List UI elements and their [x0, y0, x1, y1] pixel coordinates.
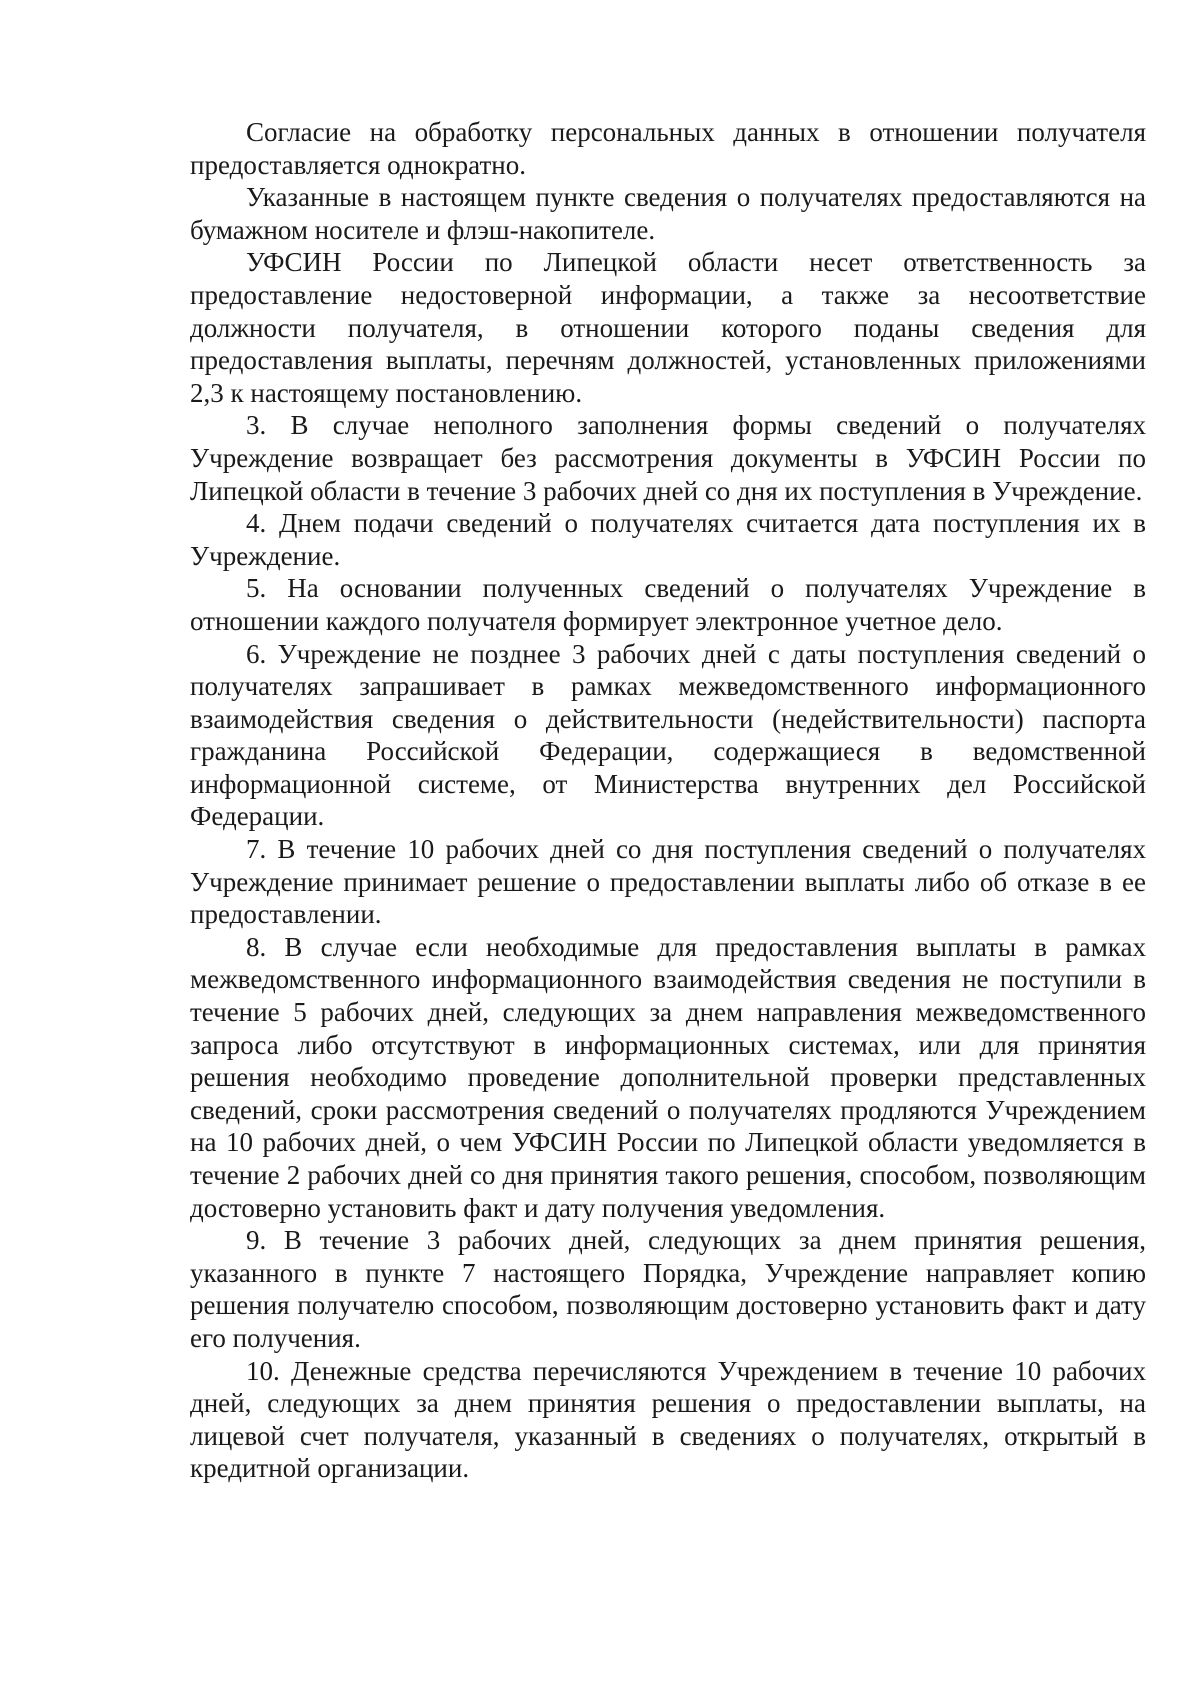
paragraph-item-7: 7. В течение 10 рабочих дней со дня поступления сведений о получателях Учреждение принимает решение о предоставлении выплаты либо об отказе в ее предоставлении.: [190, 834, 1146, 930]
paragraph-item-4: 4. Днем подачи сведений о получателях считается дата поступления их в Учреждение.: [190, 508, 1146, 571]
paragraph-media: Указанные в настоящем пункте сведения о получателях предоставляются на бумажном носителе и флэш-накопителе.: [190, 182, 1146, 245]
paragraph-responsibility: УФСИН России по Липецкой области несет ответственность за предоставление недостоверной информации, а также за несоответствие должности получателя, в отношении которого поданы сведения для предоставления выплаты, перечням должностей, установленных приложениями 2,3 к настоящему постановлению.: [190, 247, 1146, 408]
paragraph-item-5: 5. На основании полученных сведений о получателях Учреждение в отношении каждого получателя формирует электронное учетное дело.: [190, 573, 1146, 636]
paragraph-item-6: 6. Учреждение не позднее 3 рабочих дней с даты поступления сведений о получателях запрашивает в рамках межведомственного информационного взаимодействия сведения о действительности (недействительности) паспорта гражданина Российской Федерации, содержащиеся в ведомственной информационной системе, от Министерства внутренних дел Российской Федерации.: [190, 638, 1146, 832]
paragraph-item-8: 8. В случае если необходимые для предоставления выплаты в рамках межведомственного информационного взаимодействия сведения не поступили в течение 5 рабочих дней, следующих за днем направления межведомственного запроса либо отсутствуют в информационных системах, или для принятия решения необходимо проведение дополнительной проверки представленных сведений, сроки рассмотрения сведений о получателях продляются Учреждением на 10 рабочих дней, о чем УФСИН России по Липецкой области уведомляется в течение 2 рабочих дней со дня принятия такого решения, способом, позволяющим достоверно установить факт и дату получения уведомления.: [190, 931, 1146, 1223]
document-body: [190, 116, 1146, 1485]
paragraph-item-9: 9. В течение 3 рабочих дней, следующих за днем принятия решения, указанного в пункте 7 настоящего Порядка, Учреждение направляет копию решения получателю способом, позволяющим достоверно установить факт и дату его получения.: [190, 1225, 1146, 1353]
paragraph-consent: Согласие на обработку персональных данных в отношении получателя предоставляется однократно.: [190, 117, 1146, 180]
paragraph-item-10: 10. Денежные средства перечисляются Учреждением в течение 10 рабочих дней, следующих за днем принятия решения о предоставлении выплаты, на лицевой счет получателя, указанный в сведениях о получателях, открытый в кредитной организации.: [190, 1355, 1146, 1484]
paragraph-item-3: 3. В случае неполного заполнения формы сведений о получателях Учреждение возвращает без рассмотрения документы в УФСИН России по Липецкой области в течение 3 рабочих дней со дня их поступления в Учреждение.: [190, 410, 1146, 506]
